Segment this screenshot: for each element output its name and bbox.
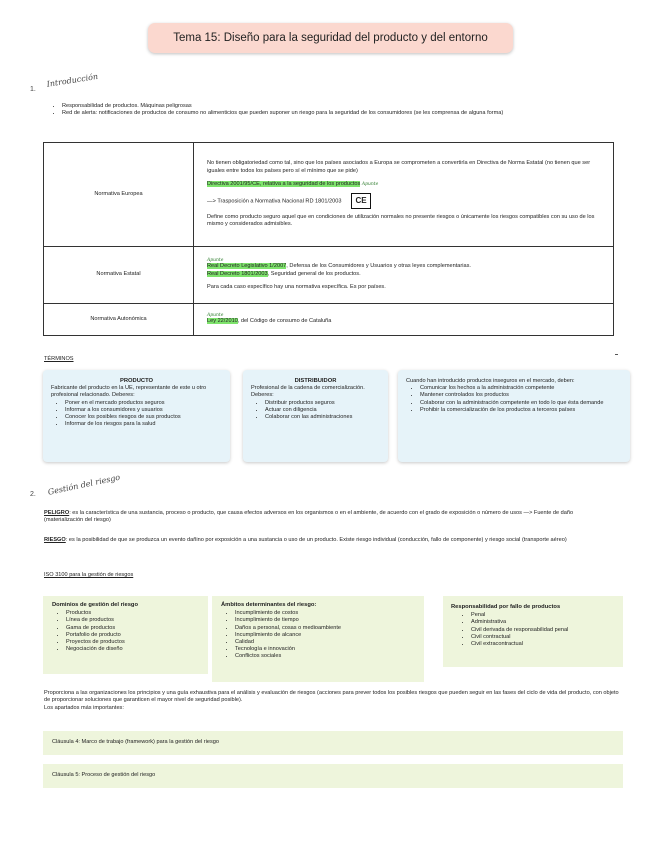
list-item: • Distribuir productos seguros [265,400,380,407]
list-item: • Informar a los consumidores y usuarios [65,407,222,414]
list-item: • Tecnología e innovación [235,646,415,653]
list-item: • Poner en el mercado productos seguros [65,400,222,407]
ce-mark-icon: CE [351,193,371,209]
list-item: • Conflictos sociales [235,653,415,660]
ley-highlight: Ley 22/2010 [207,318,238,325]
intro-bullet: • Red de alerta: notificaciones de productos de consumo no alimenticios que pueden suponer un riesgo para la seguridad de los consumidores (se les comprensa de alguna forma) [62,110,572,117]
ambitos-box [212,596,424,682]
europea-directiva-line [207,181,603,188]
table-row [44,304,614,336]
section-2-number: 2. [30,491,36,498]
list-item: • Prohibir la comercialización de los productos a terceros países [420,407,622,414]
list-item: • Colaborar con la administración competente en todo lo que ésta demande [420,400,622,407]
list-item: • Portafolio de producto [66,632,199,639]
intro-bullet: • Responsabilidad de productos. Máquinas peligrosas [62,103,572,110]
list-item: • Mantener controlados los productos [420,392,622,399]
rd1-line [207,263,603,270]
clausula-5-box [43,764,623,788]
list-item: • Calidad [235,639,415,646]
iso-description-text: Proporciona a las organizaciones los principios y una guía exhaustiva para el análisis y evaluación de riesgos (acciones para prever todos los posibles riesgos que pueden seguir en las fases del ciclo de vida del producto, con objeto de proporcionar soluciones que garanticen el mayor nivel de seguridad posible). [44,690,619,704]
list-item: • Conocer los posibles riesgos de sus productos [65,414,222,421]
clausula-5-text: Cláusula 5: Proceso de gestión del riesgo [52,772,156,779]
europea-paragraph: No tienen obligatoriedad como tal, sino que los países asociados a Europa se comprometen a convertirla en Directiva de Norma Estatal (no tienen que ser iguales entre todos los países pero sí el mínimo que se pide) [207,160,591,174]
distribuidor-intro: Profesional de la cadena de comercialización. [251,385,365,392]
list-item: • Daños a personal, cosas o medioambiente [235,625,415,632]
iso-description [44,690,624,712]
rd1-text: , Defensa de los Consumidores y Usuarios y otras leyes complementarias. [286,263,471,270]
rd2-highlight: Real Decreto 1801/2003 [207,270,268,277]
list-item: • Gama de productos [66,625,199,632]
section-1-handwritten-title: Introducción [46,71,99,89]
europea-trasposicion-line [207,193,603,209]
list-item: • Administrativa [471,619,615,626]
clausula-4-text: Cláusula 4: Marco de trabajo (framework) para la gestión del riesgo [52,739,219,746]
normativa-europea-label: Normativa Europea [44,143,194,247]
normativa-autonomica-label: Normativa Autonómica [44,304,194,336]
riesgo-text: : es la posibilidad de que se produzca un evento dañino por exposición a una sustancia o uso de un producto. Existe riesgo individual (conducción, fallo de componente) y riesgo social (transporte aéreo) [65,537,567,543]
section-2-handwritten-title: Gestión del riesgo [47,472,121,497]
producto-title: PRODUCTO [119,378,154,384]
list-item: • Incumplimiento de alcance [235,632,415,639]
rd2-line [207,271,603,278]
handwritten-note: Apunte [361,182,379,188]
distribuidor-title: DISTRIBUIDOR [294,378,337,384]
iso-heading: ISO 3100 para la gestión de riesgos [44,572,134,578]
section-1-number: 1. [30,86,36,93]
list-item: • Incumplimiento de costos [235,610,415,617]
normativa-estatal-label: Normativa Estatal [44,247,194,304]
estatal-paragraph: Para cada caso específico hay una normativa específica. Es por países. [207,284,386,291]
producto-intro: Fabricante del producto en la UE, representante de este u otro profesional relacionado. Deberes: [51,385,207,399]
peligro-definition [44,510,592,525]
list-item: • Línea de productos [66,617,199,624]
list-item: • Civil contractual [471,634,615,641]
riesgo-term: RIESGO [44,537,66,543]
dominios-box [43,596,208,674]
list-item: • Productos [66,610,199,617]
table-row [44,143,614,247]
list-item: • Negociación de diseño [66,646,199,653]
divider [615,354,618,355]
riesgo-definition [44,537,592,544]
list-item: • Comunicar los hechos a la administración competente [420,385,622,392]
clausula-4-box [43,731,623,755]
producto-card [43,370,230,462]
table-row [44,247,614,304]
list-item: • Civil derivada de responsabilidad penal [471,627,615,634]
responsabilidad-title: Responsabilidad por fallo de productos [451,604,561,610]
list-item: • Informar de los riesgos para la salud [65,421,222,428]
normativa-estatal-content [194,247,614,304]
rd2-text: , Seguridad general de los productos. [267,270,361,277]
apartados-text: Los apartados más importantes: [44,704,124,711]
dominios-title: Dominios de gestión del riesgo [52,602,138,608]
terminos-heading: TÉRMINOS [44,356,74,362]
ley-line [207,318,603,325]
page-title: Tema 15: Diseño para la seguridad del producto y del entorno [148,23,513,53]
intro-bullets [52,103,572,117]
inseguros-intro: Cuando han introducido productos inseguros en el mercado, deben: [406,378,575,384]
list-item: • Incumplimiento de tiempo [235,617,415,624]
normativa-autonomica-content [194,304,614,336]
ley-text: , del Código de consumo de Cataluña [237,318,332,325]
peligro-term: PELIGRO [44,510,70,516]
list-item: • Penal [471,612,615,619]
normativa-europea-content [194,143,614,247]
responsabilidad-box [443,596,623,667]
normativa-table [43,142,614,336]
list-item: • Colaborar con las administraciones [265,414,380,421]
trasposicion-text: —> Trasposición a Normativa Nacional RD 1801/2003 [207,198,342,205]
list-item: • Proyectos de productos [66,639,199,646]
ambitos-title: Ámbitos determinantes del riesgo: [221,602,317,608]
distribuidor-card [243,370,388,462]
peligro-text: : es la característica de una sustancia, proceso o producto, que causa efectos adversos en los organismos o en el ambiente, de acuerdo con el grado de exposición o número de usos —> Fuente de daño (materialización del riesgo) [44,510,574,524]
productos-inseguros-card [398,370,630,462]
list-item: • Actuar con diligencia [265,407,380,414]
rd1-highlight: Real Decreto Legislativo 1/2007 [207,263,287,270]
directiva-highlight: Directiva 2001/95/CE, relativa a la seguridad de los productos [207,181,361,188]
handwritten-note: Apunte [207,313,224,319]
distribuidor-deberes: Deberes: [251,392,274,399]
europea-definition: Define como producto seguro aquel que en condiciones de utilización normales no presente riesgos o únicamente los riesgos compatibles con su uso de los mismo y considerados admisibles. [207,213,595,228]
handwritten-note: Apunte [207,258,224,264]
list-item: • Civil extracontractual [471,641,615,648]
